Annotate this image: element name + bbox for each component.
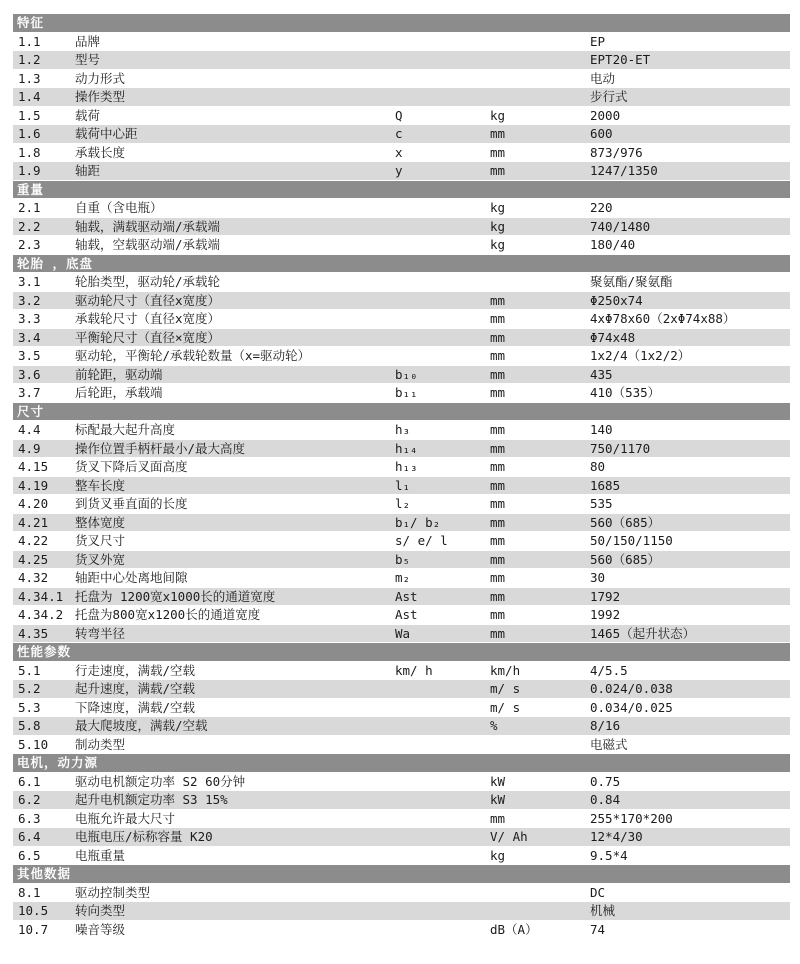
row-value: 740/1480 <box>590 218 651 234</box>
row-symbol <box>395 236 490 254</box>
row-description: 到货叉垂直面的长度 <box>75 496 188 511</box>
row-value: 9.5*4 <box>590 847 628 863</box>
spec-row <box>13 606 790 625</box>
row-symbol <box>395 51 490 69</box>
row-number: 2.1 <box>18 200 41 215</box>
row-symbol: Wa <box>395 625 411 641</box>
row-number: 4.19 <box>18 477 49 493</box>
row-value: 873/976 <box>590 144 643 160</box>
row-description: 轴距 <box>75 163 101 178</box>
row-value: 140 <box>590 422 613 437</box>
row-number: 5.2 <box>18 681 41 696</box>
row-unit: mm <box>490 144 506 160</box>
row-unit: mm <box>490 385 506 400</box>
row-value: EP <box>590 33 606 49</box>
row-symbol <box>395 921 490 939</box>
row-unit: mm <box>490 588 506 604</box>
spec-row <box>13 162 790 181</box>
row-number: 1.4 <box>18 89 41 104</box>
row-unit <box>490 902 590 920</box>
row-description: 驱动轮，平衡轮/承载轮数量（x=驱动轮） <box>75 348 311 363</box>
spec-row <box>13 236 790 255</box>
spec-row <box>13 717 790 736</box>
spec-row <box>13 51 790 70</box>
spec-row <box>13 273 790 292</box>
spec-row <box>13 773 790 792</box>
row-description: 前轮距，驱动端 <box>75 366 163 382</box>
row-value: 435 <box>590 366 613 382</box>
row-symbol <box>395 773 490 791</box>
row-symbol <box>395 292 490 310</box>
row-symbol <box>395 810 490 828</box>
row-symbol <box>395 847 490 865</box>
spec-row <box>13 828 790 847</box>
section-header: 性能参数 <box>13 643 790 662</box>
row-description: 驱动电机额定功率 S2 60分钟 <box>75 773 246 789</box>
spec-row <box>13 70 790 89</box>
row-value: 1247/1350 <box>590 163 658 178</box>
row-number: 1.2 <box>18 52 41 67</box>
row-number: 5.10 <box>18 736 49 752</box>
row-symbol <box>395 199 490 217</box>
row-unit: mm <box>490 477 506 493</box>
spec-row <box>13 292 790 311</box>
row-value: 步行式 <box>590 89 628 104</box>
row-number: 4.4 <box>18 422 41 437</box>
row-description: 操作类型 <box>75 89 126 104</box>
row-number: 8.1 <box>18 884 41 900</box>
row-value: 0.75 <box>590 773 621 789</box>
row-unit: mm <box>490 348 506 363</box>
spec-row <box>13 736 790 755</box>
row-unit: mm <box>490 810 506 826</box>
row-unit <box>490 33 590 51</box>
row-value: 535 <box>590 496 613 511</box>
row-description: 下降速度，满载/空载 <box>75 699 196 715</box>
row-number: 6.2 <box>18 792 41 807</box>
section-header: 电机，动力源 <box>13 754 790 773</box>
row-number: 4.32 <box>18 570 49 585</box>
row-value: 电动 <box>590 70 616 86</box>
row-value: 1x2/4（1x2/2） <box>590 348 691 363</box>
row-unit: mm <box>490 366 506 382</box>
spec-row <box>13 329 790 348</box>
row-description: 最大爬坡度，满载/空载 <box>75 718 208 733</box>
row-unit: mm <box>490 459 506 474</box>
row-symbol <box>395 218 490 236</box>
spec-row <box>13 347 790 366</box>
row-number: 5.1 <box>18 662 41 678</box>
row-number: 4.21 <box>18 514 49 530</box>
spec-row <box>13 125 790 144</box>
row-unit: m/ s <box>490 681 521 696</box>
row-value: 电磁式 <box>590 736 628 752</box>
row-value: 255*170*200 <box>590 810 673 826</box>
row-number: 3.7 <box>18 385 41 400</box>
row-unit: mm <box>490 570 506 585</box>
row-description: 载荷中心距 <box>75 126 138 141</box>
row-value: 50/150/1150 <box>590 533 673 548</box>
spec-row <box>13 440 790 459</box>
row-description: 电瓶重量 <box>75 847 126 863</box>
row-value: 180/40 <box>590 237 636 252</box>
spec-row <box>13 532 790 551</box>
row-description: 承载长度 <box>75 144 126 160</box>
row-value: 2000 <box>590 107 621 123</box>
row-description: 起升电机额定功率 S3 15% <box>75 792 228 807</box>
spec-table <box>13 14 790 939</box>
row-symbol: b₅ <box>395 551 411 567</box>
row-description: 轴载，空载驱动端/承载端 <box>75 237 221 252</box>
row-unit: mm <box>490 126 506 141</box>
row-symbol <box>395 310 490 328</box>
row-value: 30 <box>590 570 606 585</box>
spec-row <box>13 791 790 810</box>
row-unit <box>490 884 590 902</box>
row-symbol <box>395 884 490 902</box>
row-description: 型号 <box>75 52 101 67</box>
row-description: 承载轮尺寸（直径x宽度） <box>75 311 221 326</box>
row-description: 电瓶电压/标称容量 K20 <box>75 829 213 844</box>
row-description: 驱动轮尺寸（直径x宽度） <box>75 292 221 308</box>
row-unit <box>490 51 590 69</box>
row-unit: kg <box>490 200 506 215</box>
row-symbol <box>395 70 490 88</box>
spec-row <box>13 495 790 514</box>
row-value: 聚氨酯/聚氨酯 <box>590 274 673 289</box>
row-unit: mm <box>490 533 506 548</box>
spec-row <box>13 588 790 607</box>
spec-row <box>13 199 790 218</box>
row-description: 自重（含电瓶） <box>75 200 163 215</box>
row-description: 行走速度，满载/空载 <box>75 662 196 678</box>
spec-row <box>13 662 790 681</box>
row-number: 4.9 <box>18 440 41 456</box>
row-number: 10.5 <box>18 903 49 918</box>
row-number: 6.3 <box>18 810 41 826</box>
row-unit: mm <box>490 163 506 178</box>
row-unit: mm <box>490 292 506 308</box>
row-symbol: Ast <box>395 607 418 622</box>
row-description: 制动类型 <box>75 736 126 752</box>
row-description: 货叉外宽 <box>75 551 126 567</box>
row-symbol: Ast <box>395 588 418 604</box>
row-value: 机械 <box>590 903 616 918</box>
section-header: 轮胎 ，底盘 <box>13 255 790 274</box>
section-header: 特征 <box>13 14 790 33</box>
row-number: 4.20 <box>18 496 49 511</box>
row-value: 0.034/0.025 <box>590 699 673 715</box>
row-symbol <box>395 717 490 735</box>
row-description: 轮胎类型，驱动轮/承载轮 <box>75 274 221 289</box>
spec-row <box>13 680 790 699</box>
row-description: 标配最大起升高度 <box>75 422 176 437</box>
row-symbol <box>395 828 490 846</box>
row-description: 转向类型 <box>75 903 126 918</box>
row-description: 托盘为800宽x1200长的通道宽度 <box>75 607 261 622</box>
row-symbol: b₁/ b₂ <box>395 514 441 530</box>
row-description: 驱动控制类型 <box>75 884 151 900</box>
row-unit: mm <box>490 607 506 622</box>
row-number: 1.8 <box>18 144 41 160</box>
spec-row <box>13 477 790 496</box>
row-unit: mm <box>490 551 506 567</box>
row-symbol: m₂ <box>395 570 411 585</box>
row-number: 3.2 <box>18 292 41 308</box>
row-description: 电瓶允许最大尺寸 <box>75 810 176 826</box>
row-symbol <box>395 347 490 365</box>
row-number: 4.34.2 <box>18 607 64 622</box>
section-header: 重量 <box>13 181 790 200</box>
row-description: 货叉尺寸 <box>75 533 126 548</box>
row-number: 1.9 <box>18 163 41 178</box>
spec-row <box>13 921 790 940</box>
row-symbol <box>395 88 490 106</box>
row-unit: m/ s <box>490 699 521 715</box>
row-description: 品牌 <box>75 33 101 49</box>
row-value: 750/1170 <box>590 440 651 456</box>
row-unit: kg <box>490 237 506 252</box>
row-value: 4/5.5 <box>590 662 628 678</box>
row-number: 4.35 <box>18 625 49 641</box>
row-symbol: s/ e/ l <box>395 533 448 548</box>
row-symbol <box>395 680 490 698</box>
row-description: 载荷 <box>75 107 101 123</box>
row-value: 0.024/0.038 <box>590 681 673 696</box>
row-number: 3.6 <box>18 366 41 382</box>
spec-row <box>13 310 790 329</box>
row-symbol: l₁ <box>395 477 411 493</box>
row-symbol <box>395 902 490 920</box>
spec-row <box>13 366 790 385</box>
row-number: 5.3 <box>18 699 41 715</box>
row-value: Φ74x48 <box>590 329 636 345</box>
row-description: 操作位置手柄杆最小/最大高度 <box>75 440 246 456</box>
spec-row <box>13 551 790 570</box>
row-value: 560（685） <box>590 551 661 567</box>
row-number: 1.1 <box>18 33 41 49</box>
row-unit: mm <box>490 625 506 641</box>
row-value: 4xΦ78x60（2xΦ74x88） <box>590 311 736 326</box>
spec-row <box>13 107 790 126</box>
spec-row <box>13 514 790 533</box>
row-description: 噪音等级 <box>75 921 126 937</box>
row-unit: dB（A） <box>490 921 538 937</box>
row-description: 平衡轮尺寸（直径×宽度） <box>75 329 221 345</box>
row-symbol: h₃ <box>395 422 411 437</box>
spec-row <box>13 810 790 829</box>
row-symbol <box>395 791 490 809</box>
row-number: 4.22 <box>18 533 49 548</box>
row-symbol: l₂ <box>395 496 411 511</box>
row-value: 1992 <box>590 607 621 622</box>
row-unit: V/ Ah <box>490 829 528 844</box>
row-symbol <box>395 33 490 51</box>
row-description: 货叉下降后叉面高度 <box>75 459 188 474</box>
row-unit: mm <box>490 422 506 437</box>
row-symbol: b₁₁ <box>395 385 418 400</box>
row-value: 80 <box>590 459 606 474</box>
row-value: 0.84 <box>590 792 621 807</box>
row-unit: kg <box>490 847 506 863</box>
row-number: 4.25 <box>18 551 49 567</box>
row-unit: mm <box>490 440 506 456</box>
row-unit: mm <box>490 329 506 345</box>
row-value: 410（535） <box>590 385 661 400</box>
spec-row <box>13 218 790 237</box>
section-header: 其他数据 <box>13 865 790 884</box>
row-number: 1.6 <box>18 126 41 141</box>
row-symbol <box>395 273 490 291</box>
spec-row <box>13 421 790 440</box>
row-number: 4.34.1 <box>18 588 64 604</box>
row-value: 1685 <box>590 477 621 493</box>
row-value: EPT20-ET <box>590 52 651 67</box>
row-symbol: y <box>395 163 403 178</box>
row-description: 整车长度 <box>75 477 126 493</box>
row-unit <box>490 88 590 106</box>
spec-row <box>13 569 790 588</box>
row-description: 整体宽度 <box>75 514 126 530</box>
row-symbol: x <box>395 144 403 160</box>
spec-row <box>13 144 790 163</box>
spec-row <box>13 884 790 903</box>
row-number: 2.2 <box>18 218 41 234</box>
row-number: 1.3 <box>18 70 41 86</box>
row-number: 1.5 <box>18 107 41 123</box>
row-description: 轴载，满载驱动端/承载端 <box>75 218 221 234</box>
row-unit: kg <box>490 107 506 123</box>
spec-row <box>13 847 790 866</box>
row-number: 10.7 <box>18 921 49 937</box>
row-value: Φ250x74 <box>590 292 643 308</box>
row-number: 3.3 <box>18 311 41 326</box>
row-description: 托盘为 1200宽x1000长的通道宽度 <box>75 588 276 604</box>
row-description: 后轮距，承载端 <box>75 385 163 400</box>
row-description: 动力形式 <box>75 70 126 86</box>
row-value: 1465（起升状态） <box>590 625 696 641</box>
spec-row <box>13 33 790 52</box>
row-number: 6.1 <box>18 773 41 789</box>
row-number: 6.4 <box>18 829 41 844</box>
row-value: 1792 <box>590 588 621 604</box>
row-number: 6.5 <box>18 847 41 863</box>
row-value: 220 <box>590 200 613 215</box>
row-unit: mm <box>490 514 506 530</box>
row-symbol <box>395 736 490 754</box>
row-symbol <box>395 699 490 717</box>
row-unit: kW <box>490 792 506 807</box>
spec-row <box>13 458 790 477</box>
row-number: 4.15 <box>18 459 49 474</box>
row-number: 3.1 <box>18 274 41 289</box>
row-symbol: h₁₃ <box>395 459 418 474</box>
spec-row <box>13 699 790 718</box>
row-unit: km/h <box>490 662 521 678</box>
row-unit <box>490 70 590 88</box>
row-unit: mm <box>490 311 506 326</box>
row-value: 8/16 <box>590 718 621 733</box>
row-number: 3.5 <box>18 348 41 363</box>
section-header: 尺寸 <box>13 403 790 422</box>
row-value: 560（685） <box>590 514 661 530</box>
row-unit: mm <box>490 496 506 511</box>
spec-row <box>13 625 790 644</box>
row-unit: kW <box>490 773 506 789</box>
row-unit <box>490 736 590 754</box>
row-symbol: Q <box>395 107 403 123</box>
row-number: 5.8 <box>18 718 41 733</box>
spec-row <box>13 384 790 403</box>
row-value: 74 <box>590 921 606 937</box>
row-number: 3.4 <box>18 329 41 345</box>
row-symbol <box>395 329 490 347</box>
row-symbol: c <box>395 126 403 141</box>
row-symbol: km/ h <box>395 662 433 678</box>
spec-row <box>13 902 790 921</box>
spec-row <box>13 88 790 107</box>
row-unit <box>490 273 590 291</box>
row-value: 600 <box>590 126 613 141</box>
row-symbol: h₁₄ <box>395 440 418 456</box>
row-description: 转弯半径 <box>75 625 126 641</box>
row-unit: kg <box>490 218 506 234</box>
row-symbol: b₁₀ <box>395 366 418 382</box>
row-description: 轴距中心处离地间隙 <box>75 570 188 585</box>
row-value: DC <box>590 884 606 900</box>
row-number: 2.3 <box>18 237 41 252</box>
row-unit: % <box>490 718 498 733</box>
row-description: 起升速度，满载/空载 <box>75 681 196 696</box>
row-value: 12*4/30 <box>590 829 643 844</box>
